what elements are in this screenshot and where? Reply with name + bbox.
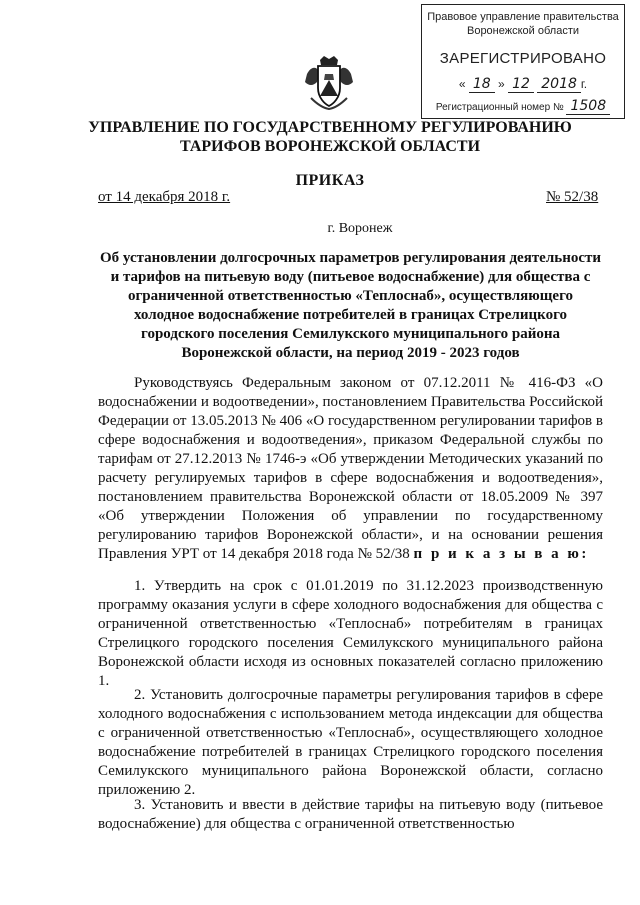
- stamp-date-close-quote: »: [498, 77, 505, 91]
- stamp-organization: [422, 10, 624, 38]
- stamp-reg-label: Регистрационный номер №: [435, 102, 564, 113]
- stamp-date: [422, 76, 624, 93]
- order-item-2: 2. Установить долгосрочные параметры регулирования тарифов в сфере холодного водоснабжения с использованием метода индексации для общества с ограниченной ответственностью «Теплоснаб», осуществляющего холодное водоснабжение потребителей в границах Стрелицкого городского поселения Семилукского муниципального района Воронежской области, согласно приложению 2.: [98, 687, 603, 798]
- order-heading: Об установлении долгосрочных параметров регулирования деятельности и тарифов на питьевую воду (питьевое водоснабжение) для общества с ограниченной ответственностью «Теплоснаб», осуществляющего холодное водоснабжение потребителей в границах Стрелицкого городского поселения Семилукского муниципального района Воронежской области, на период 2019 - 2023 годов: [100, 250, 601, 361]
- order-number: № 52/38: [546, 189, 599, 205]
- prikazyvayu-word: п р и к а з ы в а ю:: [413, 546, 589, 562]
- stamp-date-year: 2018: [537, 76, 581, 93]
- stamp-date-month: 12: [508, 76, 534, 93]
- order-date: от 14 декабря 2018 г.: [98, 189, 231, 205]
- order-item-3: 3. Установить и ввести в действие тарифы на питьевую воду (питьевое водоснабжение) для общества с ограниченной ответственностью: [98, 797, 603, 832]
- stamp-date-open-quote: «: [458, 77, 466, 91]
- agency-title-line-2: ТАРИФОВ ВОРОНЕЖСКОЙ ОБЛАСТИ: [179, 138, 481, 155]
- stamp-org-line-2: Воронежской области: [466, 25, 579, 37]
- stamp-registered: ЗАРЕГИСТРИРОВАНО: [439, 50, 607, 67]
- stamp-reg-number: 1508: [566, 98, 610, 115]
- agency-title-line-1: УПРАВЛЕНИЕ ПО ГОСУДАРСТВЕННОМУ РЕГУЛИРОВАНИЮ: [88, 119, 572, 136]
- registration-stamp: [421, 4, 625, 119]
- stamp-date-suffix: г.: [580, 77, 588, 91]
- stamp-org-line-1: Правовое управление правительства: [427, 11, 619, 23]
- stamp-reg-number-line: [422, 98, 624, 115]
- order-item-1: 1. Утвердить на срок с 01.01.2019 по 31.12.2023 производственную программу оказания услуги в сфере холодного водоснабжения для общества с ограниченной ответственностью «Теплоснаб» потребителям в границах Стрелицкого городского поселения Семилукского муниципального района Воронежской области исходя из основных показателей согласно приложению 1.: [98, 578, 603, 689]
- document-type: ПРИКАЗ: [295, 172, 365, 189]
- preamble-text: Руководствуясь Федеральным законом от 07.12.2011 № 416-ФЗ «О водоснабжении и водоотведении», постановлением Правительства Российской Федерации от 13.05.2013 № 406 «О государственном регулировании тарифов в сфере водоснабжения и водоотведения», приказом Федеральной службы по тарифам от 27.12.2013 № 1746-э «Об утверждении Методических указаний по расчету регулируемых тарифов в сфере водоснабжения и водоотведения», постановлением правительства Воронежской области от 18.05.2009 № 397 «Об утверждении Положения об управлении по государственному регулированию тарифов Воронежской области», и на основании решения Правления УРТ от 14 декабря 2018 года № 52/38: [98, 375, 603, 562]
- preamble-paragraph: [98, 374, 603, 564]
- order-city: г. Воронеж: [327, 221, 393, 236]
- stamp-date-day: 18: [469, 76, 495, 93]
- voronezh-coat-of-arms-icon: [303, 56, 355, 110]
